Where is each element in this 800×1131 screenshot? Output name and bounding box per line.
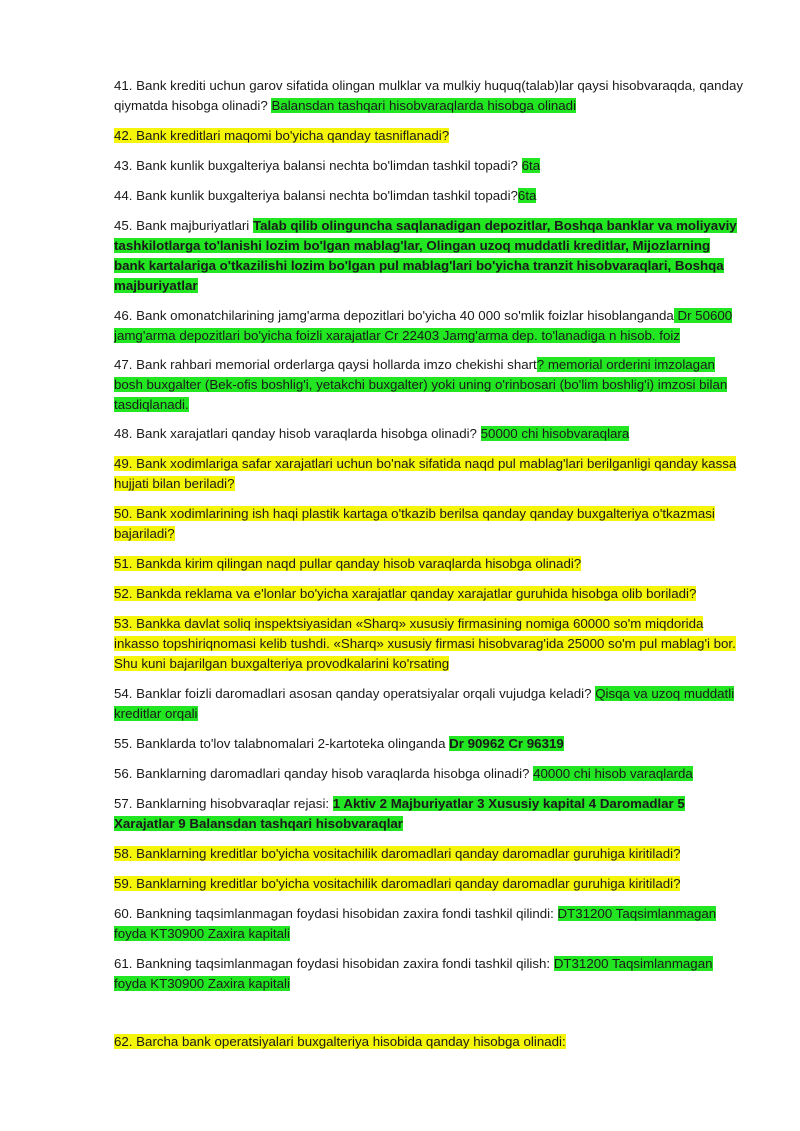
question-text-highlight: 62. Barcha bank operatsiyalari buxgalteriya hisobida qanday hisobga olinadi: xyxy=(114,1034,566,1049)
question-51 xyxy=(114,554,744,574)
answer-highlight: Balansdan tashqari hisobvaraqlarda hisobga olinadi xyxy=(271,98,577,113)
question-45 xyxy=(114,216,744,296)
answer-highlight: Dr 90962 Cr 96319 xyxy=(449,736,564,751)
question-text-highlight: 59. Banklarning kreditlar bo'yicha vositachilik daromadlari qanday daromadlar guruhiga kiritiladi? xyxy=(114,876,681,891)
question-59 xyxy=(114,874,744,894)
question-text: 56. Banklarning daromadlari qanday hisob varaqlarda hisobga olinadi? xyxy=(114,766,530,781)
question-49 xyxy=(114,454,744,494)
question-55 xyxy=(114,734,744,754)
question-text: 46. Bank omonatchilarining jamg'arma depozitlari bo'yicha 40 000 so'mlik foizlar hisoblanganda xyxy=(114,308,674,323)
question-text: 55. Banklarda to'lov talabnomalari 2-kartoteka olinganda xyxy=(114,736,450,751)
question-text: 48. Bank xarajatlari qanday hisob varaqlarda hisobga olinadi? xyxy=(114,426,477,441)
question-47 xyxy=(114,355,744,415)
question-53 xyxy=(114,614,744,674)
question-54 xyxy=(114,684,744,724)
question-text-highlight: 58. Banklarning kreditlar bo'yicha vositachilik daromadlari qanday daromadlar guruhiga kiritiladi? xyxy=(114,846,681,861)
answer-highlight: 50000 chi hisobvaraqlara xyxy=(480,426,630,441)
answer-highlight: Dr 50600 jamg'arma depozitlari bo'yicha foizli xarajatlar Cr 22403 Jamg'arma dep. to'lanadiga n hisob. foiz xyxy=(114,308,733,343)
question-44 xyxy=(114,186,744,206)
question-60 xyxy=(114,904,744,944)
question-50 xyxy=(114,504,744,544)
question-52 xyxy=(114,584,744,604)
question-62 xyxy=(114,1032,744,1052)
question-text: 45. Bank majburiyatlari xyxy=(114,218,250,233)
answer-highlight: Qisqa va uzoq muddatli kreditlar orqali xyxy=(114,686,735,721)
question-48 xyxy=(114,424,744,444)
question-text-highlight: 53. Bankka davlat soliq inspektsiyasidan «Sharq» xususiy firmasining nomiga 60000 so'm miqdorida inkasso topshiriqnomasi kelib tushdi. «Sharq» xususiy firmasi hisobvarag'ida 25000 so'm pul mablag'i bor. Shu kuni bajarilgan buxgalteriya provodkalarini ko'rsating xyxy=(114,616,736,671)
answer-highlight: Talab qilib olinguncha saqlanadigan depozitlar, Boshqa banklar va moliyaviy tashkilotlarga to'lanishi lozim bo'lgan mablag'lar, Olingan uzoq muddatli kreditlar, Mijozlarning bank kartalariga o'tkazilishi lozim bo'lgan pul mablag'lari bo'yicha tranzit hisobvaraqlari, Boshqa majburiyatlar xyxy=(114,218,737,293)
question-text-highlight: 52. Bankda reklama va e'lonlar bo'yicha xarajatlar qanday xarajatlar guruhida hisobga olib boriladi? xyxy=(114,586,697,601)
question-text: 60. Bankning taqsimlanmagan foydasi hisobidan zaxira fondi tashkil qilindi: xyxy=(114,906,554,921)
answer-highlight: 6ta xyxy=(517,188,537,203)
question-46 xyxy=(114,306,744,346)
question-text-highlight: 50. Bank xodimlarining ish haqi plastik kartaga o'tkazib berilsa qanday qanday buxgalteriya o'tkazmasi bajariladi? xyxy=(114,506,715,541)
question-text-highlight: 51. Bankda kirim qilingan naqd pullar qanday hisob varaqlarda hisobga olinadi? xyxy=(114,556,582,571)
question-58 xyxy=(114,844,744,864)
question-text: 47. Bank rahbari memorial orderlarga qaysi hollarda imzo chekishi shart xyxy=(114,357,537,372)
answer-highlight: DT31200 Taqsimlanmagan foyda KT30900 Zaxira kapitali xyxy=(114,906,717,941)
question-43 xyxy=(114,156,744,176)
question-text: 54. Banklar foizli daromadlari asosan qanday operatsiyalar orqali vujudga keladi? xyxy=(114,686,592,701)
question-text: 44. Bank kunlik buxgalteriya balansi nechta bo'limdan tashkil topadi? xyxy=(114,188,518,203)
question-42 xyxy=(114,126,744,146)
answer-highlight: ? memorial orderini imzolagan bosh buxgalter (Bek-ofis boshlig'i, yetakchi buxgalter) yoki uning o'rinbosari (bo'lim boshlig'i) imzosi bilan tasdiqlanadi. xyxy=(114,357,728,412)
answer-highlight: 6ta xyxy=(521,158,541,173)
question-56 xyxy=(114,764,744,784)
question-text: 41. Bank krediti uchun garov sifatida olingan mulklar va mulkiy huquq(talab)lar qaysi hisobvaraqda, qanday qiymatda hisobga olinadi? xyxy=(114,78,744,113)
question-text: 43. Bank kunlik buxgalteriya balansi nechta bo'limdan tashkil topadi? xyxy=(114,158,518,173)
question-text: 57. Banklarning hisobvaraqlar rejasi: xyxy=(114,796,330,811)
question-text: 61. Bankning taqsimlanmagan foydasi hisobidan zaxira fondi tashkil qilish: xyxy=(114,956,551,971)
question-text-highlight: 42. Bank kreditlari maqomi bo'yicha qanday tasniflanadi? xyxy=(114,128,450,143)
question-text-highlight: 49. Bank xodimlariga safar xarajatlari uchun bo'nak sifatida naqd pul mablag'lari berilganligi qanday kassa hujjati bilan beriladi? xyxy=(114,456,737,491)
question-57 xyxy=(114,794,744,834)
question-61 xyxy=(114,954,744,994)
question-41 xyxy=(114,76,744,116)
answer-highlight: 40000 chi hisob varaqlarda xyxy=(533,766,693,781)
answer-highlight: 1 Aktiv 2 Majburiyatlar 3 Xususiy kapital 4 Daromadlar 5 Xarajatlar 9 Balansdan tashqari hisobvaraqlar xyxy=(114,796,685,831)
answer-highlight: DT31200 Taqsimlanmagan foyda KT30900 Zaxira kapitali xyxy=(114,956,713,991)
